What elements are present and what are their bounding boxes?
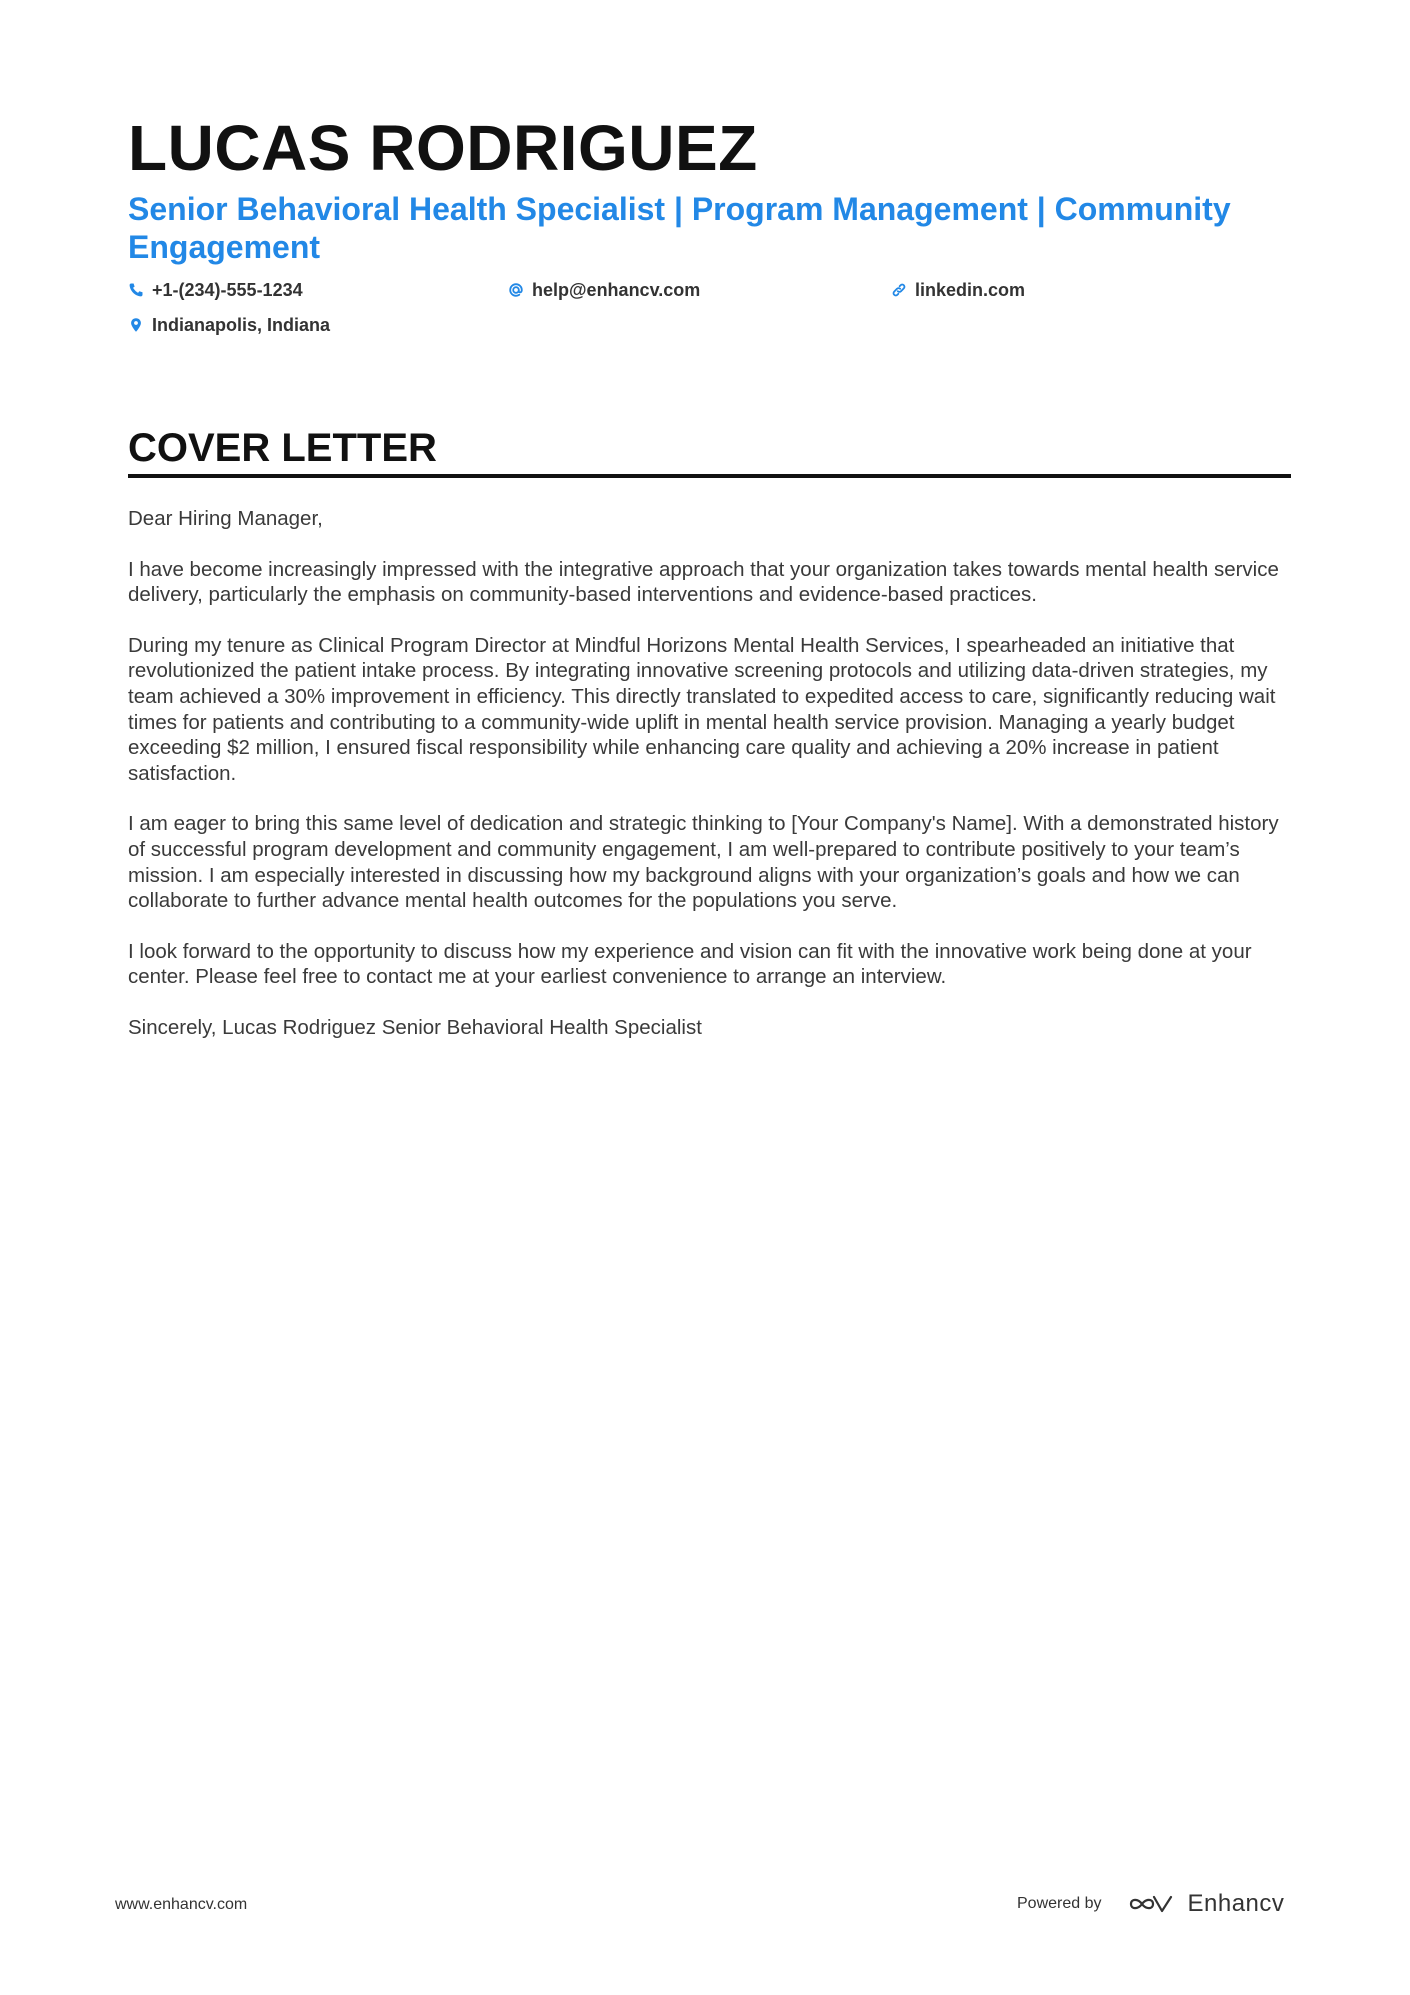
footer-branding — [1017, 1886, 1284, 1922]
contact-phone — [128, 277, 303, 303]
contact-email — [508, 277, 700, 303]
letter-paragraph: I have become increasingly impressed with the integrative approach that your organization takes towards mental health service delivery, particularly the emphasis on community-based interventions and evidence-based practices. — [128, 557, 1279, 607]
footer-website-link[interactable]: www.enhancv.com — [115, 1896, 248, 1913]
contact-linkedin — [891, 277, 1025, 303]
phone-text: +1-(234)-555-1234 — [152, 279, 303, 300]
contact-location — [128, 312, 330, 338]
letter-paragraph: During my tenure as Clinical Program Director at Mindful Horizons Mental Health Services, I spearheaded an initiative that revolutionized the patient intake process. By integrating innovative screening protocols and utilizing data-driven strategies, my team achieved a 30% improvement in efficiency. This directly translated to expedited access to care, significantly reducing wait times for patients and contributing to a community-wide uplift in mental health service provision. Managing a yearly budget exceeding $2 million, I ensured fiscal responsibility while enhancing care quality and achieving a 20% increase in patient satisfaction. — [128, 633, 1276, 785]
location-text: Indianapolis, Indiana — [152, 314, 331, 335]
letter-closing: Sincerely, Lucas Rodriguez Senior Behavioral Health Specialist — [128, 1015, 702, 1039]
candidate-headline: Senior Behavioral Health Specialist | Program Management | Community Engagement — [128, 191, 1231, 265]
powered-by-label: Powered by — [1017, 1895, 1102, 1912]
at-icon — [508, 282, 524, 298]
section-title: COVER LETTER — [128, 426, 437, 470]
link-icon — [891, 282, 907, 298]
linkedin-text: linkedin.com — [915, 279, 1026, 300]
brand-name: Enhancv — [1187, 1890, 1285, 1917]
letter-body — [128, 506, 1293, 1066]
email-text: help@enhancv.com — [532, 279, 701, 300]
letter-paragraph: I look forward to the opportunity to discuss how my experience and vision can fit with the innovative work being done at your center. Please feel free to contact me at your earliest convenience to arrange an interview. — [128, 939, 1252, 989]
candidate-name: LUCAS RODRIGUEZ — [128, 112, 758, 184]
letter-salutation: Dear Hiring Manager, — [128, 507, 323, 530]
letter-paragraph: I am eager to bring this same level of dedication and strategic thinking to [Your Company's Name]. With a demonstrated history of successful program development and community engagement, I am well-prepared to contribute positively to your team’s mission. I am especially interested in discussing how my background aligns with your organization’s goals and how we can collaborate to further advance mental health outcomes for the populations you serve. — [128, 812, 1279, 913]
enhancv-logo-icon — [1128, 1892, 1174, 1916]
section-divider — [128, 474, 1291, 478]
phone-icon — [128, 282, 144, 298]
location-pin-icon — [128, 317, 144, 333]
